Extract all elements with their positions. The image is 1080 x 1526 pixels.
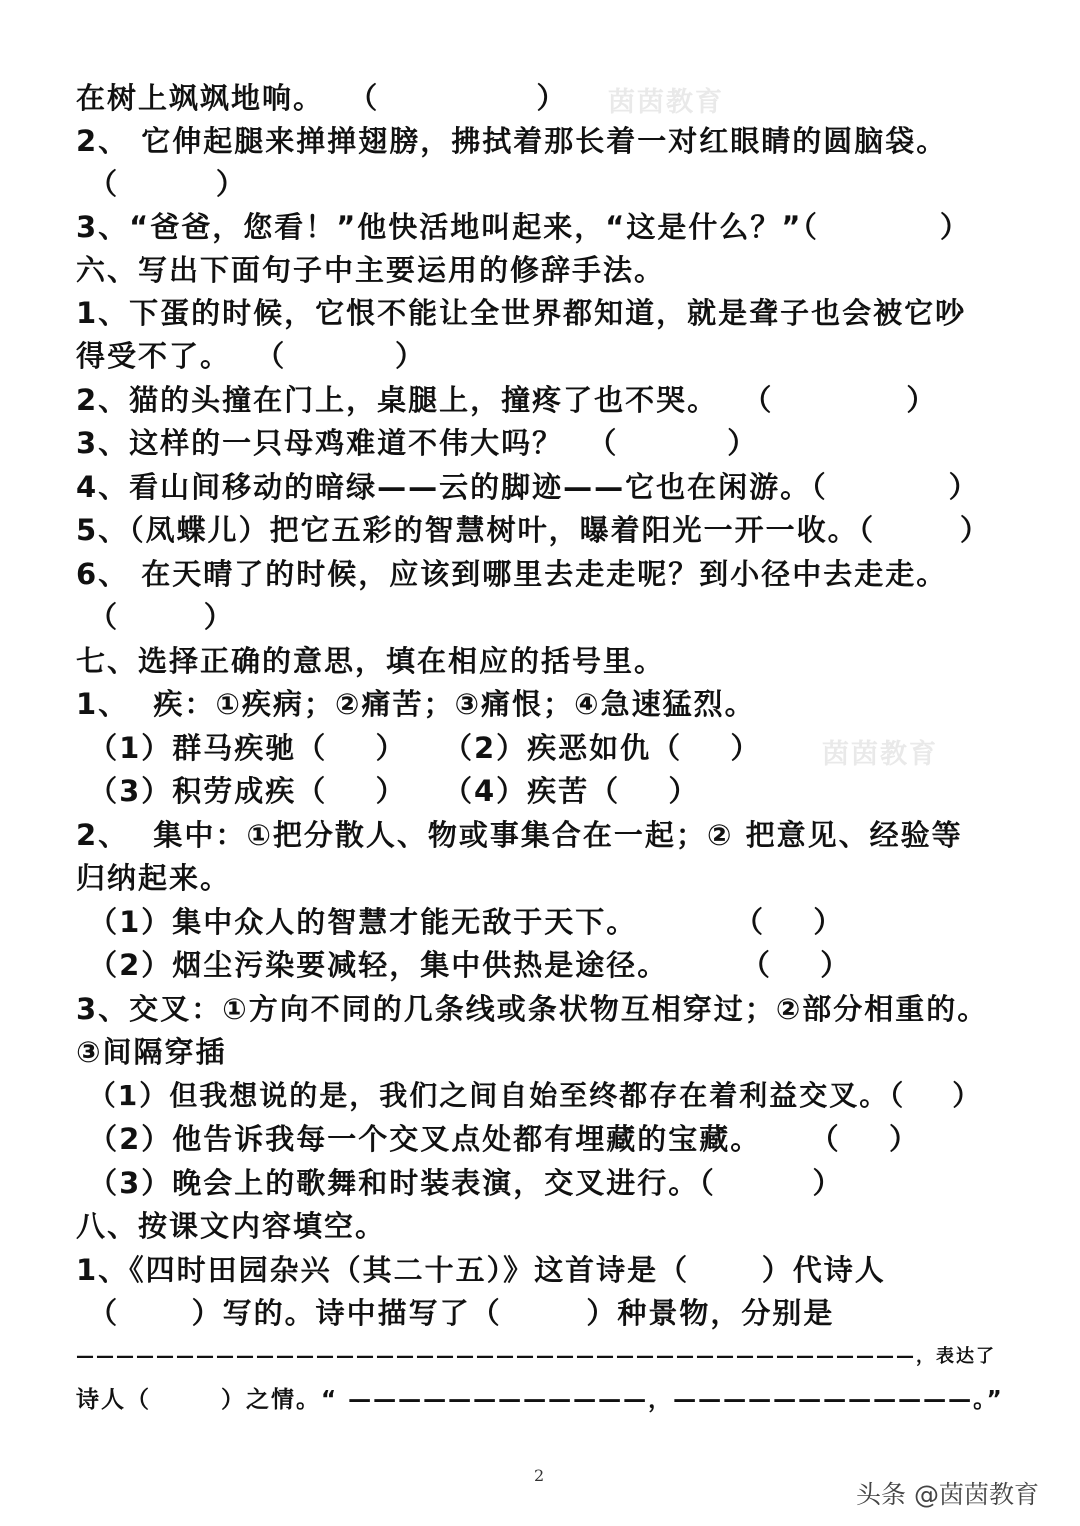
text-line: （1）群马疾驰（ ） （2）疾恶如仇（ ） <box>76 731 762 765</box>
text-line: （ ） <box>76 600 235 634</box>
text-line: 4、看山间移动的暗绿——云的脚迹——它也在闲游。（ ） <box>76 470 980 504</box>
text-line: 1、《四时田园杂兴（其二十五）》这首诗是（ ）代诗人 <box>76 1253 886 1287</box>
text-line: 在树上飒飒地响。 （ ） <box>76 81 568 115</box>
text-line: （2）他告诉我每一个交叉点处都有埋藏的宝藏。 （ ） <box>76 1122 921 1156</box>
page-number: 2 <box>534 1466 545 1485</box>
text-line: 2、 它伸起腿来掸掸翅膀，拂拭着那长着一对红眼睛的圆脑袋。 <box>76 124 948 158</box>
text-line: 得受不了。 （ ） <box>76 339 427 373</box>
text-line: （2）烟尘污染要减轻，集中供热是途径。 （ ） <box>76 948 852 982</box>
watermark-middle: 茵茵教育 <box>822 739 938 770</box>
text-line: 5、（凤蝶儿）把它五彩的智慧树叶，曝着阳光一开一收。（ ） <box>76 513 991 547</box>
watermark-top: 茵茵教育 <box>608 87 724 118</box>
text-line: 6、 在天晴了的时候，应该到哪里去走走呢？到小径中去走走。 <box>76 557 948 591</box>
text-line: 诗人（ ）之情。“ ————————————，————————————。” <box>76 1387 1004 1413</box>
text-line: （1）集中众人的智慧才能无敌于天下。 （ ） <box>76 905 845 939</box>
section-heading: 八、按课文内容填空。 <box>76 1209 387 1243</box>
text-line: （ ）写的。诗中描写了（ ）种景物，分别是 <box>76 1296 835 1330</box>
text-line: 3、这样的一只母鸡难道不伟大吗？ （ ） <box>76 426 759 460</box>
text-line: 归纳起来。 <box>76 861 232 895</box>
text-line: 3、“爸爸，您看！”他快活地叫起来，“这是什么？”（ ） <box>76 210 971 244</box>
text-line: （3）晚会上的歌舞和时装表演，交叉进行。（ ） <box>76 1166 844 1200</box>
text-line: 3、交叉：①方向不同的几条线或条状物互相穿过；②部分相重的。 <box>76 992 989 1026</box>
text-line: （1）但我想说的是，我们之间自始至终都存在着利益交叉。（ ） <box>76 1079 983 1112</box>
text-line: ③间隔穿插 <box>76 1035 227 1069</box>
source-credit: 头条 @茵茵教育 <box>856 1480 1039 1509</box>
text-line: 2、猫的头撞在门上，桌腿上，撞疼了也不哭。 （ ） <box>76 383 938 417</box>
text-line: 2、 集中：①把分散人、物或事集合在一起；② 把意见、经验等 <box>76 818 963 852</box>
text-line: （ ） <box>76 167 247 201</box>
text-line: 1、下蛋的时候，它恨不能让全世界都知道，就是聋子也会被它吵 <box>76 296 967 330</box>
text-line: 1、 疾：①疾病；②痛苦；③痛恨；④急速猛烈。 <box>76 687 756 721</box>
section-heading: 六、写出下面句子中主要运用的修辞手法。 <box>76 253 666 287</box>
section-heading: 七、选择正确的意思，填在相应的括号里。 <box>76 644 666 678</box>
text-line: ——————————————————————————————————————————，表达了 <box>76 1346 996 1367</box>
text-line: （3）积劳成疾（ ） （4）疾苦（ ） <box>76 774 700 808</box>
